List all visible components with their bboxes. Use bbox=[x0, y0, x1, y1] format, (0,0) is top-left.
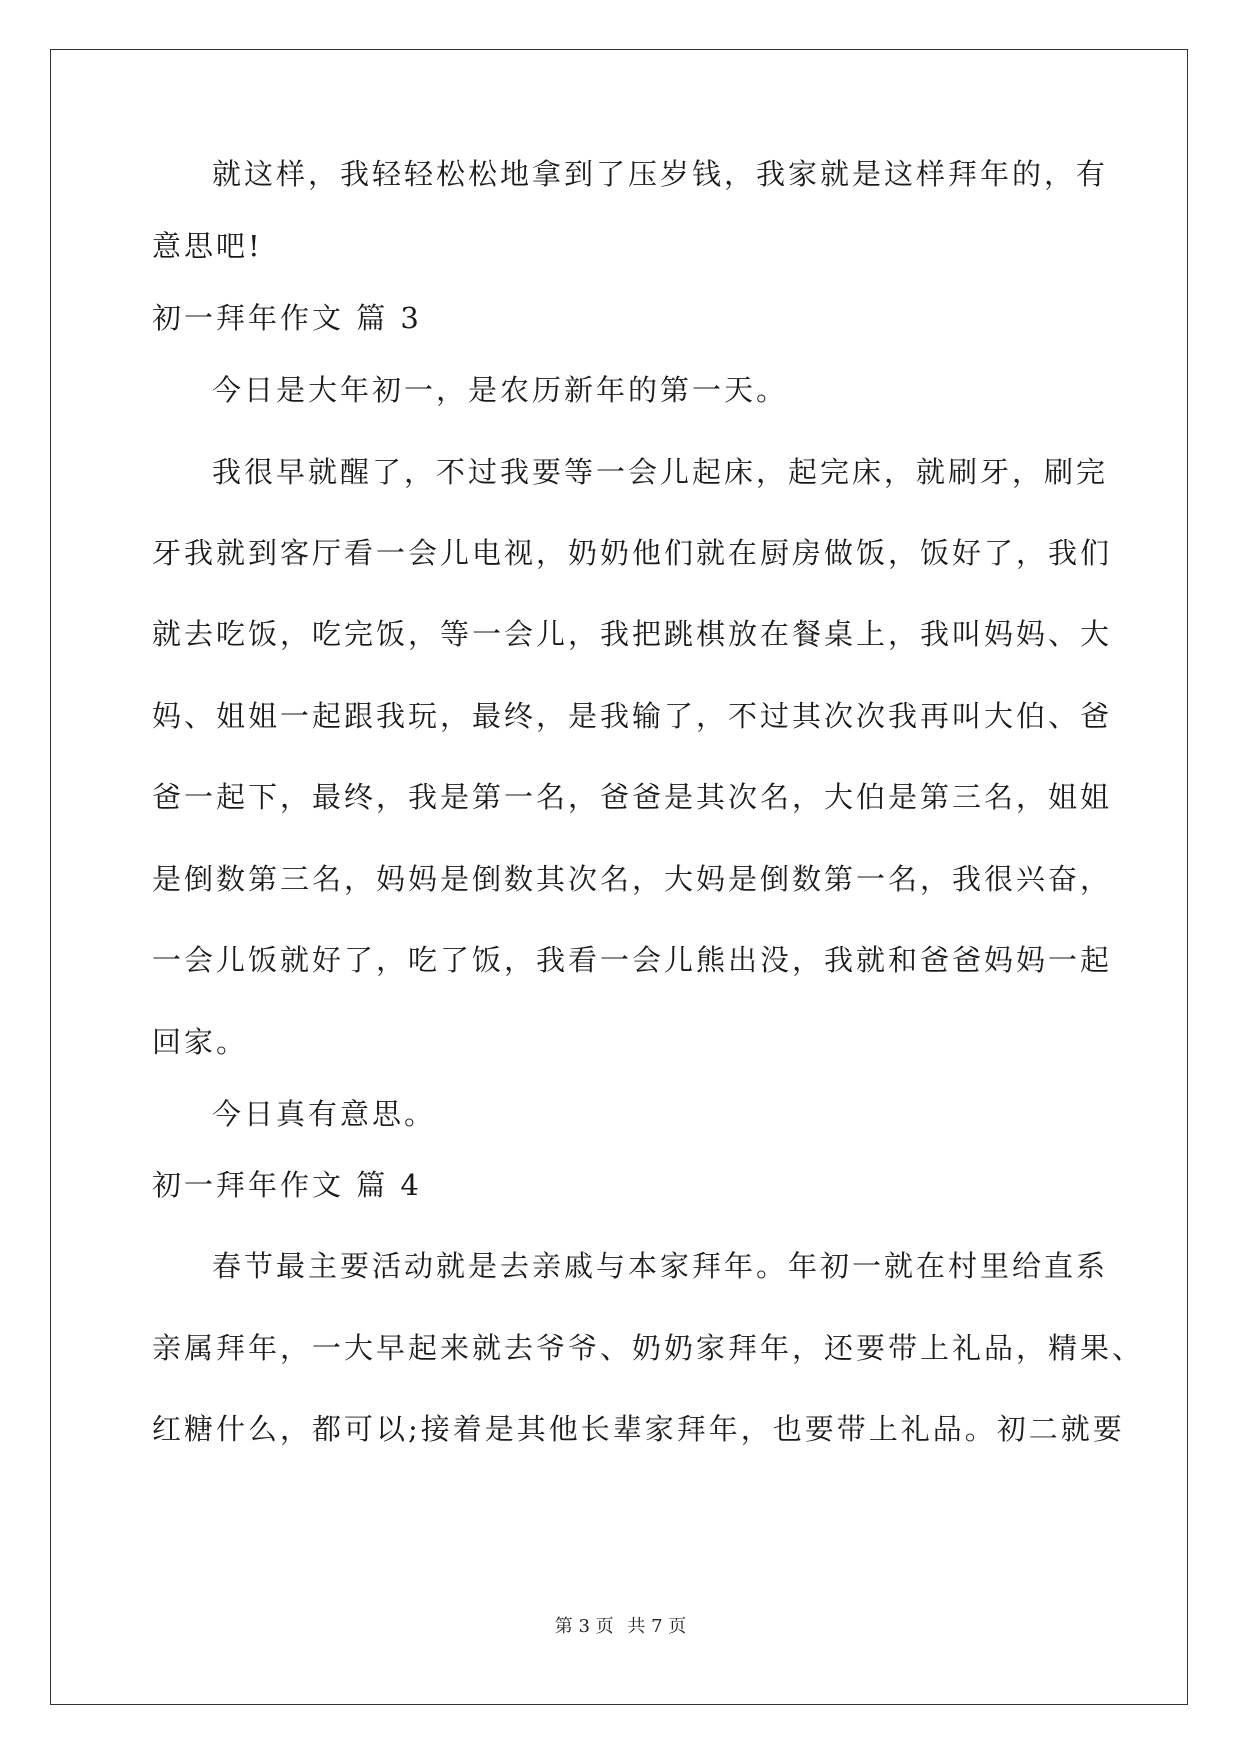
paragraph-line: 红糖什么，都可以;接着是其他长辈家拜年，也要带上礼品。初二就要 bbox=[152, 1412, 1125, 1446]
paragraph-line: 牙我就到客厅看一会儿电视，奶奶他们就在厨房做饭，饭好了，我们 bbox=[152, 536, 1113, 570]
paragraph-line: 今日是大年初一，是农历新年的第一天。 bbox=[212, 373, 789, 407]
paragraph-line: 就这样，我轻轻松松地拿到了压岁钱，我家就是这样拜年的，有 bbox=[212, 157, 1109, 191]
paragraph-line: 春节最主要活动就是去亲戚与本家拜年。年初一就在村里给直系 bbox=[212, 1249, 1109, 1283]
page-total: 共 7 页 bbox=[627, 1616, 687, 1637]
page-number: 第 3 页 bbox=[554, 1616, 614, 1637]
paragraph-line: 我很早就醒了，不过我要等一会儿起床，起完床，就刷牙，刷完 bbox=[212, 455, 1109, 489]
paragraph-line: 爸一起下，最终，我是第一名，爸爸是其次名，大伯是第三名，姐姐 bbox=[152, 780, 1113, 814]
paragraph-line: 妈、姐姐一起跟我玩，最终，是我输了，不过其次次我再叫大伯、爸 bbox=[152, 699, 1113, 733]
paragraph-line: 就去吃饭，吃完饭，等一会儿，我把跳棋放在餐桌上，我叫妈妈、大 bbox=[152, 617, 1113, 651]
paragraph-line: 回家。 bbox=[152, 1025, 249, 1059]
paragraph-line: 一会儿饭就好了，吃了饭，我看一会儿熊出没，我就和爸爸妈妈一起 bbox=[152, 943, 1113, 977]
page-footer bbox=[0, 1615, 1241, 1639]
paragraph-line: 今日真有意思。 bbox=[212, 1097, 437, 1131]
paragraph-line: 意思吧! bbox=[152, 229, 263, 263]
section-heading: 初一拜年作文 篇 4 bbox=[152, 1168, 422, 1202]
paragraph-line: 亲属拜年，一大早起来就去爷爷、奶奶家拜年，还要带上礼品，精果、 bbox=[152, 1331, 1145, 1365]
paragraph-line: 是倒数第三名，妈妈是倒数其次名，大妈是倒数第一名，我很兴奋， bbox=[152, 862, 1113, 896]
section-heading: 初一拜年作文 篇 3 bbox=[152, 301, 422, 335]
